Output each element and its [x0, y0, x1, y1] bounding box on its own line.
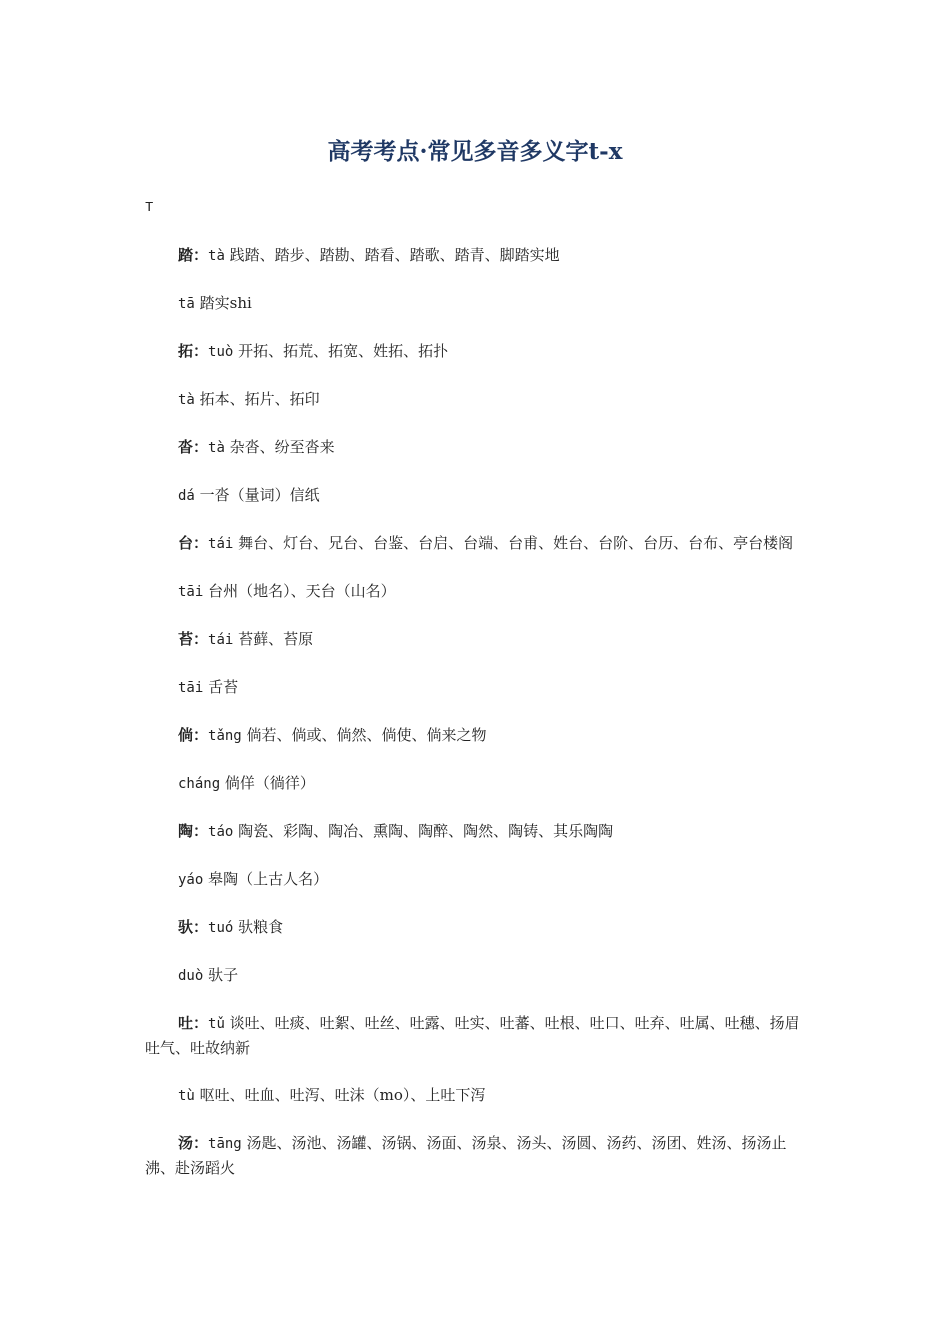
entry-18 — [145, 1131, 810, 1180]
entry-words: 倘佯（徜徉） — [220, 774, 315, 792]
entry-pinyin: tǔ — [208, 1016, 225, 1032]
entry-5 — [145, 483, 810, 508]
entry-words: 舞台、灯台、兄台、台鉴、台启、台端、台甫、姓台、台阶、台历、台布、亭台楼阁 — [233, 534, 794, 552]
entry-head: 驮： — [178, 918, 209, 936]
entry-words: 践踏、踏步、踏勘、踏看、踏歌、踏青、脚踏实地 — [224, 246, 560, 264]
entry-17 — [145, 1083, 810, 1108]
entry-words: 呕吐、吐血、吐泻、吐沫（mo）、上吐下泻 — [194, 1086, 486, 1104]
entry-pinyin: tái — [208, 632, 234, 648]
entry-pinyin: yáo — [178, 872, 204, 888]
entry-head: 踏： — [178, 246, 209, 264]
entry-head: 沓： — [178, 438, 209, 456]
entry-words: 一沓（量词）信纸 — [194, 486, 320, 504]
entry-head: 苔： — [178, 630, 209, 648]
document-body — [145, 196, 810, 1203]
entry-words: 台州（地名）、天台（山名） — [203, 582, 396, 600]
entry-pinyin: tà — [208, 440, 225, 456]
entry-head: 汤： — [178, 1134, 209, 1152]
entry-head: 吐： — [178, 1014, 209, 1032]
entry-pinyin: tù — [178, 1088, 195, 1104]
entry-words: 开拓、拓荒、拓宽、姓拓、拓扑 — [233, 342, 449, 360]
entry-pinyin: tā — [178, 296, 195, 312]
entry-pinyin: tà — [208, 248, 225, 264]
entry-pinyin: tà — [178, 392, 195, 408]
entry-words: 杂沓、纷至沓来 — [224, 438, 335, 456]
entry-15 — [145, 963, 810, 988]
entry-4 — [145, 435, 810, 460]
entry-8 — [145, 627, 810, 652]
entry-pinyin: cháng — [178, 776, 221, 792]
entry-head: 陶： — [178, 822, 209, 840]
document-title: 高考考点·常见多音多义字t-x — [327, 138, 623, 165]
entry-words: 陶瓷、彩陶、陶冶、熏陶、陶醉、陶然、陶铸、其乐陶陶 — [233, 822, 614, 840]
entry-pinyin: tái — [208, 536, 234, 552]
entry-pinyin: táo — [208, 824, 234, 840]
entry-words: 汤匙、汤池、汤罐、汤锅、汤面、汤泉、汤头、汤圆、汤药、汤团、姓汤、扬汤止沸、赴汤蹈火 — [145, 1134, 787, 1177]
entry-head: 倘： — [178, 726, 209, 744]
entry-9 — [145, 675, 810, 700]
entry-pinyin: tāng — [208, 1136, 242, 1152]
entry-words: 谈吐、吐痰、吐絮、吐丝、吐露、吐实、吐蕃、吐根、吐口、吐弃、吐属、吐穗、扬眉吐气、吐故纳新 — [145, 1014, 800, 1057]
entry-pinyin: tuó — [208, 920, 234, 936]
entry-11 — [145, 771, 810, 796]
entry-words: 拓本、拓片、拓印 — [194, 390, 320, 408]
entry-pinyin: tāi — [178, 680, 204, 696]
entry-pinyin: tǎng — [208, 728, 242, 744]
entry-head: 拓： — [178, 342, 209, 360]
entry-3 — [145, 387, 810, 412]
entry-pinyin: tāi — [178, 584, 204, 600]
entry-words: 踏实shi — [194, 294, 252, 312]
entry-words: 舌苔 — [203, 678, 239, 696]
entry-words: 皋陶（上古人名） — [203, 870, 329, 888]
entry-12 — [145, 819, 810, 844]
entry-words: 倘若、倘或、倘然、倘使、倘来之物 — [241, 726, 487, 744]
entry-2 — [145, 339, 810, 364]
entry-words: 驮子 — [203, 966, 239, 984]
entry-pinyin: tuò — [208, 344, 234, 360]
section-letter: T — [145, 200, 154, 216]
entry-words: 驮粮食 — [233, 918, 284, 936]
entry-7 — [145, 579, 810, 604]
entry-pinyin: dá — [178, 488, 195, 504]
entry-10 — [145, 723, 810, 748]
entry-14 — [145, 915, 810, 940]
entry-words: 苔藓、苔原 — [233, 630, 314, 648]
entry-13 — [145, 867, 810, 892]
entry-head: 台： — [178, 534, 209, 552]
entry-0 — [145, 243, 810, 268]
entry-1 — [145, 291, 810, 316]
entry-6 — [145, 531, 810, 556]
entry-pinyin: duò — [178, 968, 204, 984]
entry-16 — [145, 1011, 810, 1060]
